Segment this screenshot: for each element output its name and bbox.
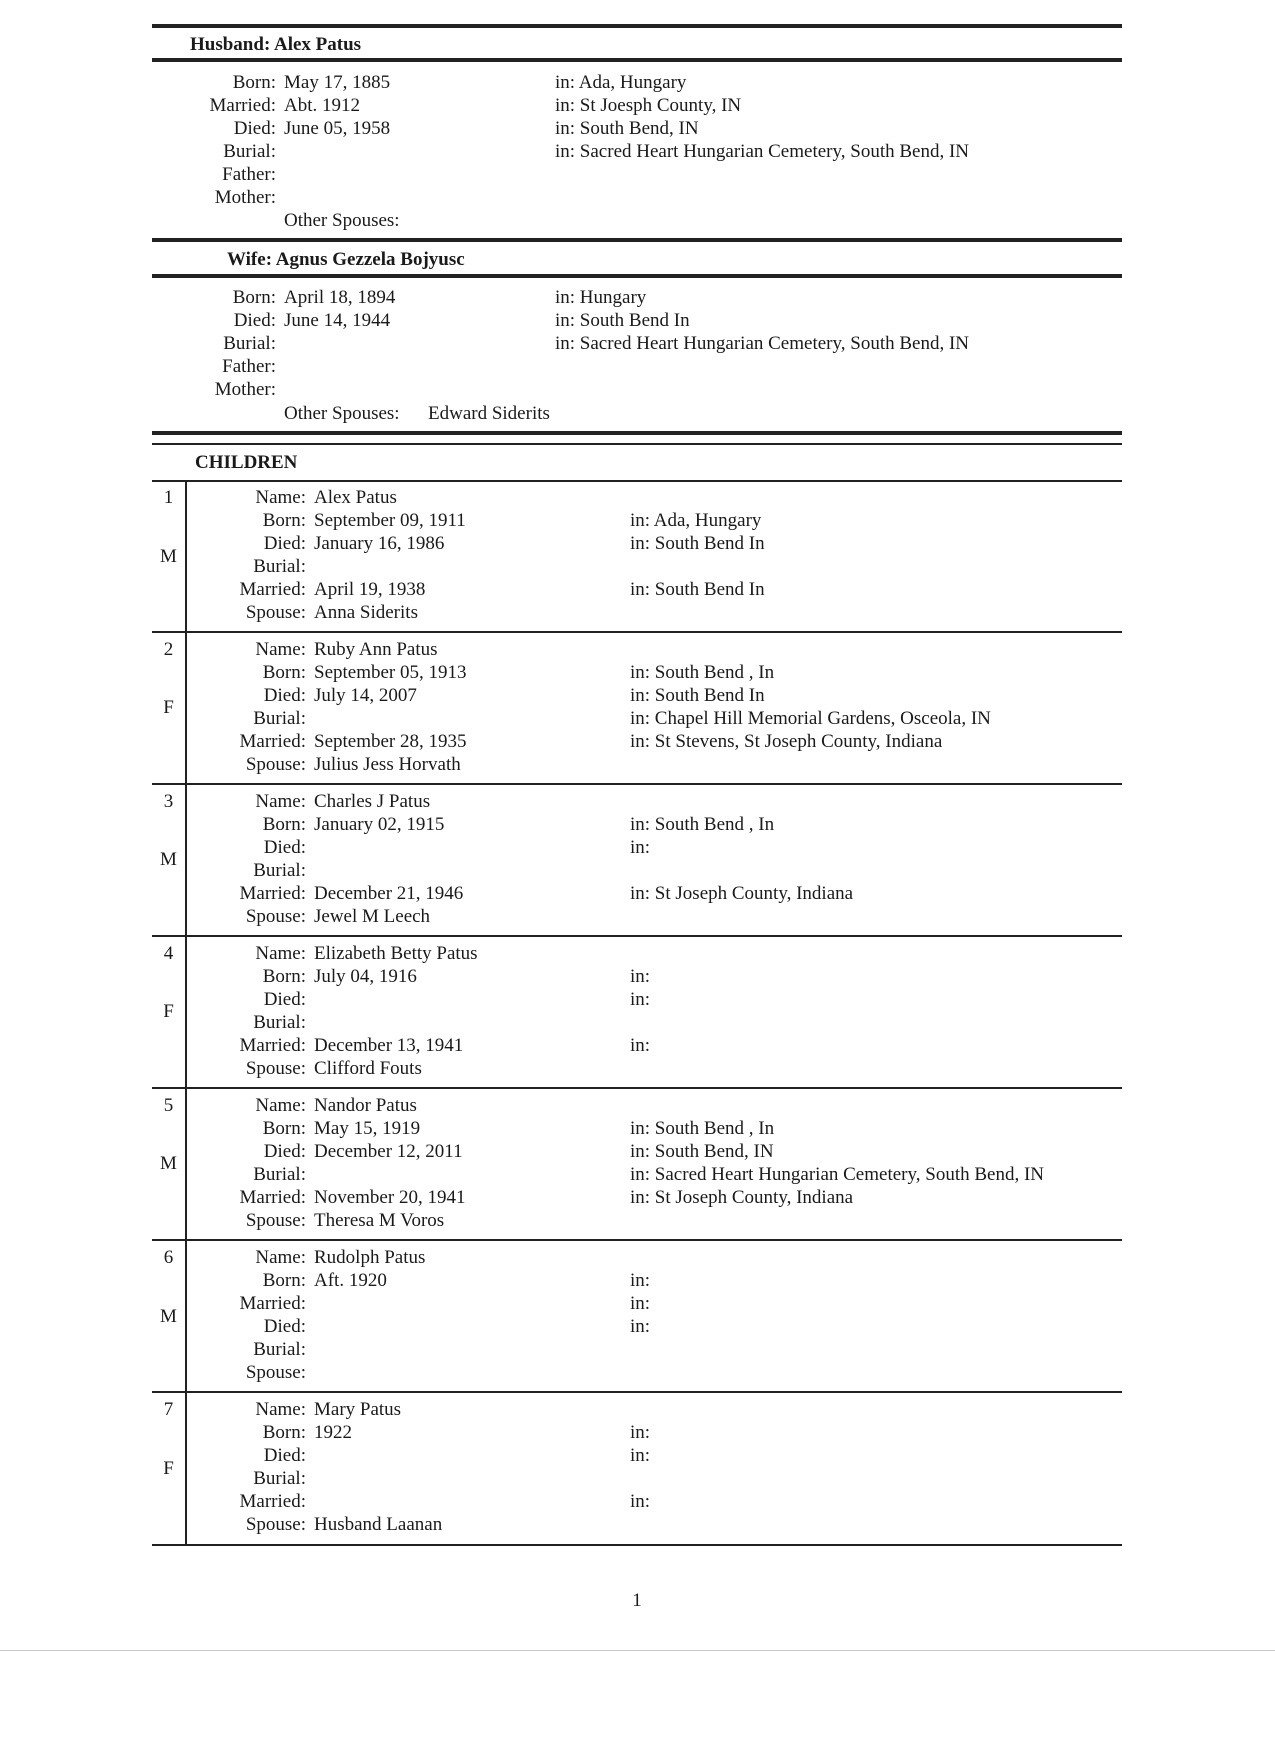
wife-row	[152, 378, 1122, 401]
row-label: Spouse:	[245, 1514, 306, 1535]
child-row	[152, 1315, 1122, 1338]
row-value: September 28, 1935	[314, 731, 467, 752]
child-row	[152, 836, 1122, 859]
row-place: in: Sacred Heart Hungarian Cemetery, South Bend, IN	[555, 333, 970, 354]
row-value: Jewel M Leech	[314, 906, 431, 927]
row-value: September 05, 1913	[314, 662, 467, 683]
row-place: in:	[630, 1293, 651, 1314]
wife-header	[227, 249, 465, 271]
wife-other-spouses	[152, 402, 1122, 425]
row-place: in: St Joseph County, Indiana	[630, 883, 854, 904]
husband-name: Alex Patus	[273, 34, 362, 55]
family-group-sheet	[152, 0, 1122, 1740]
row-label: Mother:	[214, 379, 276, 400]
row-value: November 20, 1941	[314, 1187, 466, 1208]
row-label: Married:	[239, 1293, 306, 1314]
row-label: Born:	[262, 1118, 306, 1139]
child-row	[152, 859, 1122, 882]
row-value: Clifford Fouts	[314, 1058, 422, 1079]
row-label: Born:	[262, 966, 306, 987]
row-value: June 05, 1958	[284, 118, 391, 139]
row-label: Died:	[263, 989, 306, 1010]
child-row	[152, 509, 1122, 532]
row-label: Burial:	[253, 1468, 306, 1489]
row-value: July 04, 1916	[314, 966, 417, 987]
child-row	[152, 790, 1122, 813]
child-sex: M	[160, 1153, 177, 1174]
child-row	[152, 1140, 1122, 1163]
row-label: Name:	[255, 943, 306, 964]
row-value: Anna Siderits	[314, 602, 418, 623]
husband-header	[190, 34, 361, 56]
row-label: Name:	[255, 791, 306, 812]
row-value: Alex Patus	[314, 487, 397, 508]
row-label: Born:	[262, 1422, 306, 1443]
child-number: 4	[163, 943, 174, 964]
row-place: in: South Bend, IN	[555, 118, 699, 139]
husband-rule	[152, 58, 1122, 62]
child-row	[152, 1011, 1122, 1034]
scan-edge-line	[0, 1650, 1275, 1651]
other-spouses-label: Other Spouses:	[284, 403, 400, 424]
child-sex: F	[163, 1458, 174, 1479]
row-label: Burial:	[223, 333, 276, 354]
row-label: Father:	[222, 164, 276, 185]
child-row	[152, 730, 1122, 753]
child-row	[152, 638, 1122, 661]
child-row	[152, 753, 1122, 776]
row-label: Born:	[232, 287, 276, 308]
row-place: in: St Joseph County, Indiana	[630, 1187, 854, 1208]
row-label: Spouse:	[245, 602, 306, 623]
row-value: Julius Jess Horvath	[314, 754, 461, 775]
row-place: in: South Bend In	[555, 310, 690, 331]
row-label: Father:	[222, 356, 276, 377]
row-value: July 14, 2007	[314, 685, 417, 706]
row-label: Born:	[262, 814, 306, 835]
child-row	[152, 988, 1122, 1011]
row-value: January 02, 1915	[314, 814, 445, 835]
row-place: in: St Joesph County, IN	[555, 95, 742, 116]
row-place: in:	[630, 1422, 651, 1443]
child-number: 1	[163, 487, 174, 508]
child-row	[152, 1034, 1122, 1057]
child-sex: M	[160, 1306, 177, 1327]
child-row	[152, 1246, 1122, 1269]
husband-row	[152, 94, 1122, 117]
husband-row	[152, 140, 1122, 163]
row-place: in: South Bend In	[630, 685, 765, 706]
row-value: December 13, 1941	[314, 1035, 464, 1056]
row-place: in:	[630, 1445, 651, 1466]
husband-row	[152, 163, 1122, 186]
row-value: Abt. 1912	[284, 95, 360, 116]
row-value: April 19, 1938	[314, 579, 426, 600]
row-label: Name:	[255, 639, 306, 660]
row-label: Burial:	[253, 708, 306, 729]
row-label: Spouse:	[245, 1058, 306, 1079]
row-place: in:	[630, 966, 651, 987]
child-sex: F	[163, 697, 174, 718]
top-rule	[152, 24, 1122, 28]
row-label: Born:	[262, 1270, 306, 1291]
wife-rule	[152, 274, 1122, 278]
child-row	[152, 1094, 1122, 1117]
child-number: 6	[163, 1247, 174, 1268]
child-row	[152, 905, 1122, 928]
row-label: Spouse:	[245, 1210, 306, 1231]
row-place: in:	[630, 1270, 651, 1291]
row-label: Died:	[263, 1316, 306, 1337]
children-second-rule	[152, 443, 1122, 445]
row-value: May 15, 1919	[314, 1118, 421, 1139]
wife-row	[152, 355, 1122, 378]
child-sex: F	[163, 1001, 174, 1022]
row-value: 1922	[314, 1422, 352, 1443]
child-row	[152, 1513, 1122, 1536]
child-row	[152, 661, 1122, 684]
row-value: Ruby Ann Patus	[314, 639, 438, 660]
row-value: December 12, 2011	[314, 1141, 463, 1162]
husband-row	[152, 186, 1122, 209]
row-label: Name:	[255, 1247, 306, 1268]
row-label: Died:	[263, 1141, 306, 1162]
row-place: in: South Bend In	[630, 533, 765, 554]
row-value: May 17, 1885	[284, 72, 391, 93]
row-place: in: Chapel Hill Memorial Gardens, Osceola, IN	[630, 708, 991, 729]
row-label: Married:	[239, 1187, 306, 1208]
row-value: June 14, 1944	[284, 310, 391, 331]
child-row	[152, 1163, 1122, 1186]
child-row	[152, 1338, 1122, 1361]
children-header-rule	[152, 480, 1122, 482]
row-value: April 18, 1894	[284, 287, 396, 308]
wife-row	[152, 309, 1122, 332]
row-label: Mother:	[214, 187, 276, 208]
child-row	[152, 601, 1122, 624]
row-value: September 09, 1911	[314, 510, 466, 531]
row-value: Theresa M Voros	[314, 1210, 445, 1231]
husband-other-spouses	[152, 209, 1122, 232]
row-label: Burial:	[253, 1012, 306, 1033]
row-label: Burial:	[253, 1339, 306, 1360]
child-sex: M	[160, 849, 177, 870]
wife-name: Agnus Gezzela Bojyusc	[275, 249, 465, 270]
child-row	[152, 1490, 1122, 1513]
row-label: Name:	[255, 1095, 306, 1116]
row-label: Died:	[233, 310, 276, 331]
row-place: in: Ada, Hungary	[630, 510, 762, 531]
row-place: in: Sacred Heart Hungarian Cemetery, South Bend, IN	[555, 141, 970, 162]
child-divider	[152, 631, 1122, 633]
row-label: Married:	[239, 579, 306, 600]
wife-row	[152, 286, 1122, 309]
row-value: Charles J Patus	[314, 791, 431, 812]
row-value: December 21, 1946	[314, 883, 464, 904]
row-label: Died:	[263, 1445, 306, 1466]
wife-top-rule	[152, 238, 1122, 242]
child-row	[152, 1209, 1122, 1232]
child-row	[152, 1421, 1122, 1444]
row-label: Married:	[239, 1035, 306, 1056]
child-row	[152, 532, 1122, 555]
other-spouses-value: Edward Siderits	[428, 403, 550, 424]
row-value: Nandor Patus	[314, 1095, 417, 1116]
child-row	[152, 1269, 1122, 1292]
row-label: Burial:	[253, 860, 306, 881]
child-divider	[152, 1087, 1122, 1089]
husband-row	[152, 71, 1122, 94]
row-label: Died:	[263, 837, 306, 858]
row-label: Married:	[209, 95, 276, 116]
row-label: Spouse:	[245, 754, 306, 775]
row-place: in: South Bend , In	[630, 662, 775, 683]
row-label: Died:	[263, 685, 306, 706]
row-place: in: Ada, Hungary	[555, 72, 687, 93]
child-row	[152, 578, 1122, 601]
child-row	[152, 486, 1122, 509]
row-place: in: South Bend In	[630, 579, 765, 600]
row-label: Born:	[262, 662, 306, 683]
child-row	[152, 882, 1122, 905]
row-value: Aft. 1920	[314, 1270, 387, 1291]
row-value: January 16, 1986	[314, 533, 445, 554]
row-place: in:	[630, 1491, 651, 1512]
row-value: Husband Laanan	[314, 1514, 443, 1535]
child-row	[152, 1444, 1122, 1467]
row-label: Born:	[232, 72, 276, 93]
row-label: Married:	[239, 1491, 306, 1512]
wife-role: Wife:	[227, 249, 273, 270]
row-label: Died:	[263, 533, 306, 554]
page-number: 1	[632, 1590, 642, 1611]
row-label: Spouse:	[245, 906, 306, 927]
child-number: 7	[163, 1399, 174, 1420]
child-number: 3	[163, 791, 174, 812]
child-row	[152, 1292, 1122, 1315]
other-spouses-label: Other Spouses:	[284, 210, 400, 231]
children-title: CHILDREN	[195, 452, 298, 473]
row-label: Burial:	[253, 1164, 306, 1185]
child-row	[152, 1467, 1122, 1490]
child-row	[152, 1117, 1122, 1140]
row-place: in: Sacred Heart Hungarian Cemetery, South Bend, IN	[630, 1164, 1045, 1185]
child-row	[152, 1361, 1122, 1384]
wife-row	[152, 332, 1122, 355]
child-sex: M	[160, 546, 177, 567]
row-place: in:	[630, 989, 651, 1010]
row-value: Mary Patus	[314, 1399, 402, 1420]
child-row	[152, 1186, 1122, 1209]
row-label: Died:	[233, 118, 276, 139]
row-label: Born:	[262, 510, 306, 531]
child-number: 5	[163, 1095, 174, 1116]
row-place: in: St Stevens, St Joseph County, Indiana	[630, 731, 943, 752]
row-place: in: Hungary	[555, 287, 647, 308]
child-row	[152, 813, 1122, 836]
child-divider	[152, 783, 1122, 785]
child-row	[152, 1398, 1122, 1421]
row-label: Name:	[255, 487, 306, 508]
child-row	[152, 684, 1122, 707]
row-label: Burial:	[223, 141, 276, 162]
row-place: in:	[630, 837, 651, 858]
husband-role: Husband:	[190, 34, 271, 55]
row-label: Spouse:	[245, 1362, 306, 1383]
row-place: in:	[630, 1035, 651, 1056]
row-label: Burial:	[253, 556, 306, 577]
children-bottom-rule	[152, 1544, 1122, 1546]
child-divider	[152, 1239, 1122, 1241]
child-divider	[152, 1391, 1122, 1393]
child-row	[152, 1057, 1122, 1080]
row-place: in:	[630, 1316, 651, 1337]
child-divider	[152, 935, 1122, 937]
child-row	[152, 942, 1122, 965]
child-row	[152, 555, 1122, 578]
row-label: Married:	[239, 883, 306, 904]
row-value: Rudolph Patus	[314, 1247, 426, 1268]
row-value: Elizabeth Betty Patus	[314, 943, 478, 964]
child-row	[152, 965, 1122, 988]
child-row	[152, 707, 1122, 730]
row-place: in: South Bend , In	[630, 814, 775, 835]
husband-row	[152, 117, 1122, 140]
child-number: 2	[163, 639, 174, 660]
row-label: Name:	[255, 1399, 306, 1420]
children-top-rule	[152, 431, 1122, 435]
row-place: in: South Bend, IN	[630, 1141, 774, 1162]
row-label: Married:	[239, 731, 306, 752]
row-place: in: South Bend , In	[630, 1118, 775, 1139]
